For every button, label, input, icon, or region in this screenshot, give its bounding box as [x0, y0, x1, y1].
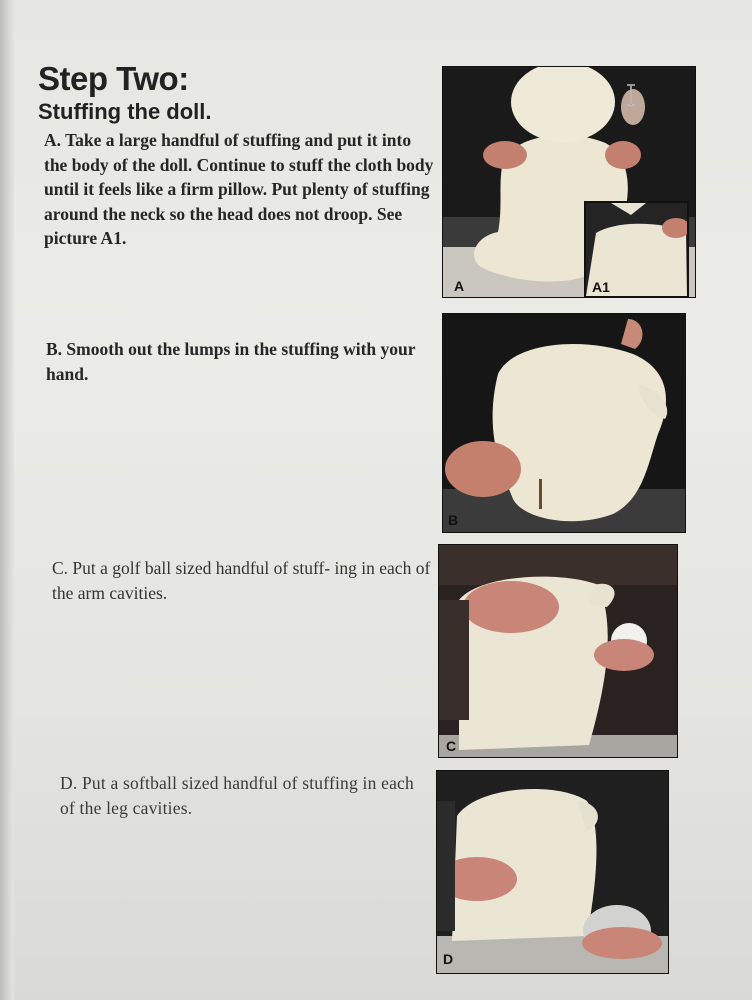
photo-label-b: B	[448, 512, 459, 528]
photo-label-d: D	[443, 951, 454, 967]
monitor-bezel	[0, 0, 14, 1000]
photo-b	[442, 313, 686, 533]
photo-label-a: A	[454, 278, 465, 294]
step-a-text: A. Take a large handful of stuffing and put it into the body of the doll. Continue to stuff the cloth body until it feels like a firm pillow. Put plenty of stuffing around the neck so the head does not droop. See picture A1.	[44, 130, 434, 248]
photo-label-c: C	[446, 738, 457, 754]
step-b-text: B. Smooth out the lumps in the stuffing with your hand.	[46, 339, 416, 384]
step-c-text: C. Put a golf ball sized handful of stuff- ing in each of the arm cavities.	[52, 558, 431, 603]
step-title: Step Two:	[38, 60, 189, 97]
text-cursor-icon	[624, 84, 638, 106]
photo-c	[438, 544, 678, 758]
photo-d	[436, 770, 669, 974]
step-d-text: D. Put a softball sized handful of stuffing in each of the leg cavities.	[60, 773, 414, 818]
photo-label-a1: A1	[592, 279, 610, 295]
step-subtitle: Stuffing the doll.	[38, 99, 212, 124]
